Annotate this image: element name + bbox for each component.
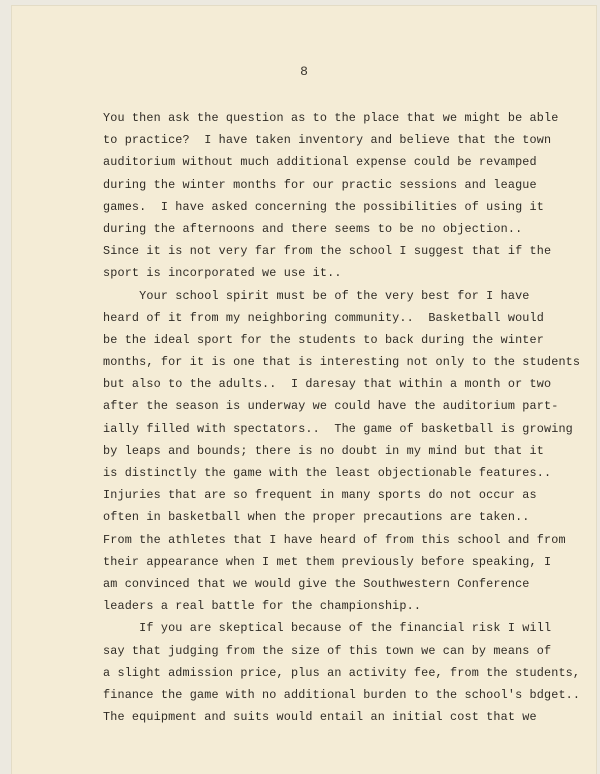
text-line: You then ask the question as to the place that we might be able [103, 111, 559, 125]
text-line: From the athletes that I have heard of from this school and from [103, 532, 566, 547]
text-line: is distinctly the game with the least objectionable features.. [103, 466, 552, 480]
text-line: but also to the adults.. I daresay that within a month or two [103, 377, 552, 392]
text-line: after the season is underway we could have the auditorium part- [103, 399, 559, 414]
text-line: be the ideal sport for the students to back during the winter [103, 332, 544, 347]
text-line: Since it is not very far from the school I suggest that if the [103, 244, 552, 259]
text-line: The equipment and suits would entail an initial cost that we [103, 710, 537, 725]
text-line: say that judging from the size of this town we can by means of [103, 643, 552, 658]
text-line: a slight admission price, plus an activity fee, from the students, [103, 665, 581, 680]
text-line: If you are skeptical because of the financial risk I will [103, 621, 552, 636]
text-line: months, for it is one that is interesting not only to the students [103, 355, 581, 370]
page-number: 8 [300, 64, 308, 79]
text-line: during the winter months for our practic sessions and league [103, 177, 537, 192]
text-line: Injuries that are so frequent in many sports do not occur as [103, 488, 537, 503]
document-page [12, 6, 596, 774]
text-line: Your school spirit must be of the very best for I have [103, 288, 530, 303]
text-line: am convinced that we would give the Southwestern Conference [103, 576, 530, 591]
text-line: to practice? I have taken inventory and believe that the town [103, 133, 552, 148]
text-line: games. I have asked concerning the possibilities of using it [103, 199, 544, 214]
text-line: heard of it from my neighboring community.. Basketball would [103, 310, 544, 325]
text-line: during the afternoons and there seems to be no objection.. [103, 221, 523, 236]
body-text [103, 107, 583, 728]
text-line: often in basketball when the proper precautions are taken.. [103, 510, 530, 525]
text-line: leaders a real battle for the championship.. [103, 599, 422, 614]
text-line: ially filled with spectators.. The game of basketball is growing [103, 421, 573, 436]
text-line: sport is incorporated we use it.. [103, 266, 342, 281]
text-line: auditorium without much additional expense could be revamped [103, 155, 537, 170]
text-line: finance the game with no additional burden to the school's bdget.. [103, 687, 581, 702]
text-line: by leaps and bounds; there is no doubt in my mind but that it [103, 443, 544, 458]
text-line: their appearance when I met them previously before speaking, I [103, 554, 552, 569]
